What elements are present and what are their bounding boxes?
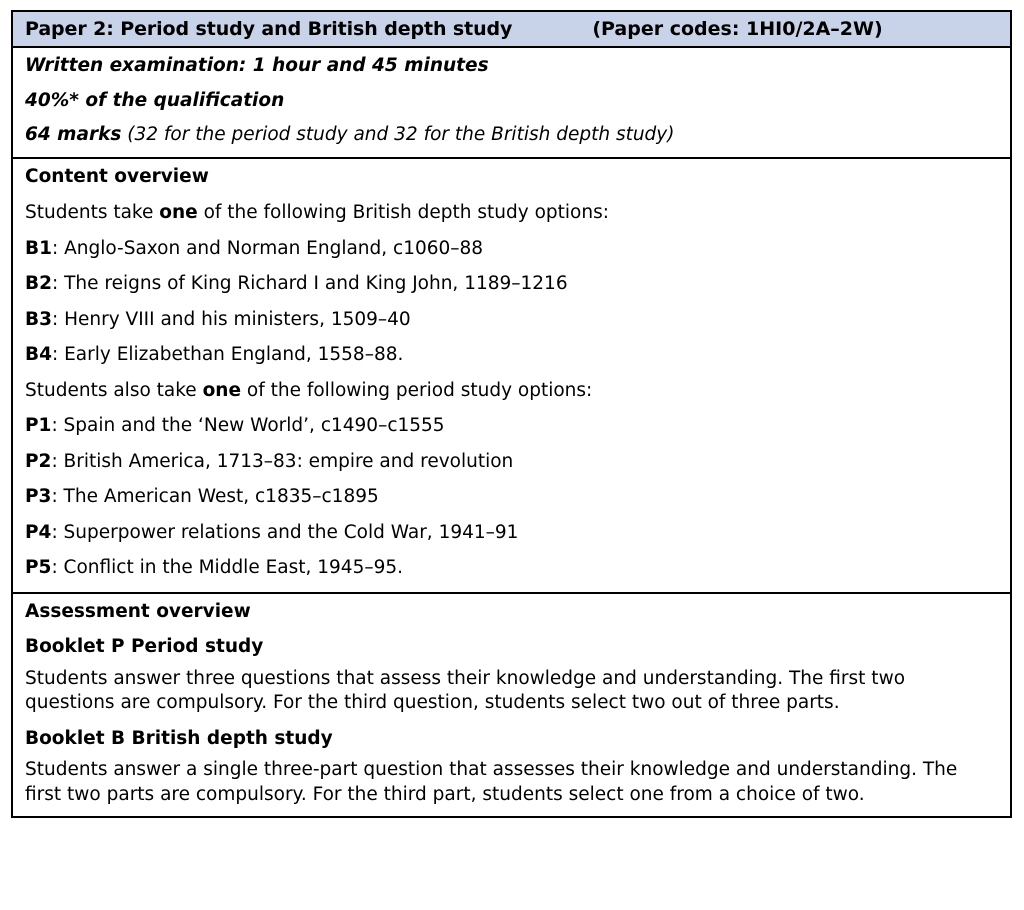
depth-option-b3	[25, 308, 998, 330]
option-code: P5	[25, 557, 52, 578]
option-code: B2	[25, 273, 52, 294]
paper-codes: (Paper codes: 1HI0/2A–2W)	[592, 18, 883, 40]
option-separator: :	[51, 557, 58, 578]
period-option-p5	[25, 559, 998, 578]
content-overview-block	[13, 159, 1010, 594]
depth-intro-before: Students take	[25, 202, 160, 223]
option-separator: :	[51, 273, 59, 294]
assessment-overview-heading: Assessment overview	[25, 600, 251, 622]
option-code: B1	[25, 237, 52, 259]
period-intro-after: of the following period study options:	[241, 379, 593, 401]
depth-intro-emphasis: one	[159, 202, 198, 223]
option-separator: :	[51, 521, 58, 543]
paper-specification-table	[11, 10, 1012, 818]
period-option-p1	[25, 417, 998, 436]
booklet-p-heading: Booklet P Period study	[25, 636, 264, 657]
option-code: P3	[25, 486, 52, 507]
option-code: P1	[25, 415, 52, 436]
qualification-weight-line	[25, 89, 998, 111]
option-text: Conflict in the Middle East, 1945–95.	[57, 557, 404, 578]
option-code: P4	[25, 521, 52, 543]
option-code: P2	[25, 450, 52, 472]
booklet-b-heading: Booklet B British depth study	[25, 727, 333, 749]
marks-line	[25, 126, 998, 145]
option-text: Anglo-Saxon and Norman England, c1060–88	[58, 237, 484, 259]
option-separator: :	[51, 450, 58, 472]
booklet-p-body: Students answer three questions that assess their knowledge and understanding. The first two questions are compulsory. For the third question, students select two out of three parts.	[25, 667, 906, 714]
period-intro-emphasis: one	[202, 379, 242, 401]
period-intro-before: Students also take	[25, 379, 203, 401]
content-overview-heading: Content overview	[25, 165, 209, 187]
depth-intro-after: of the following British depth study options:	[197, 202, 609, 223]
period-study-intro	[25, 379, 998, 401]
option-separator: :	[51, 486, 58, 507]
depth-option-b1	[25, 237, 998, 259]
exam-details-block	[13, 48, 1010, 159]
qualification-weight-text: 40%* of the qualification	[25, 89, 285, 111]
marks-bold-text: 64 marks	[25, 124, 122, 145]
option-separator: :	[51, 308, 59, 330]
paper-title: Paper 2: Period study and British depth study	[25, 18, 513, 40]
depth-option-b4	[25, 346, 998, 365]
option-code: B3	[25, 308, 52, 330]
option-separator: :	[51, 237, 59, 259]
period-option-p2	[25, 450, 998, 472]
option-text: Early Elizabethan England, 1558–88.	[58, 344, 404, 365]
option-text: British America, 1713–83: empire and revolution	[57, 450, 514, 472]
option-text: The American West, c1835–c1895	[57, 486, 379, 507]
period-option-p3	[25, 488, 998, 507]
option-text: Superpower relations and the Cold War, 1941–91	[57, 521, 519, 543]
written-examination-line: Written examination: 1 hour and 45 minutes	[25, 55, 489, 76]
option-text: Spain and the ‘New World’, c1490–c1555	[57, 415, 445, 436]
option-text: Henry VIII and his ministers, 1509–40	[58, 308, 411, 330]
depth-study-intro	[25, 204, 998, 223]
period-option-p4	[25, 521, 998, 543]
option-separator: :	[51, 344, 59, 365]
paper-header-row	[13, 12, 1010, 48]
option-code: B4	[25, 344, 52, 365]
booklet-b-body: Students answer a single three-part question that assesses their knowledge and understanding. The first two parts are compulsory. For the third part, students select one from a choice of two.	[25, 759, 958, 805]
option-separator: :	[51, 415, 58, 436]
depth-option-b2	[25, 275, 998, 294]
assessment-overview-block	[13, 594, 1010, 817]
option-text: The reigns of King Richard I and King John, 1189–1216	[58, 273, 568, 294]
marks-detail-text: (32 for the period study and 32 for the British depth study)	[121, 124, 675, 145]
